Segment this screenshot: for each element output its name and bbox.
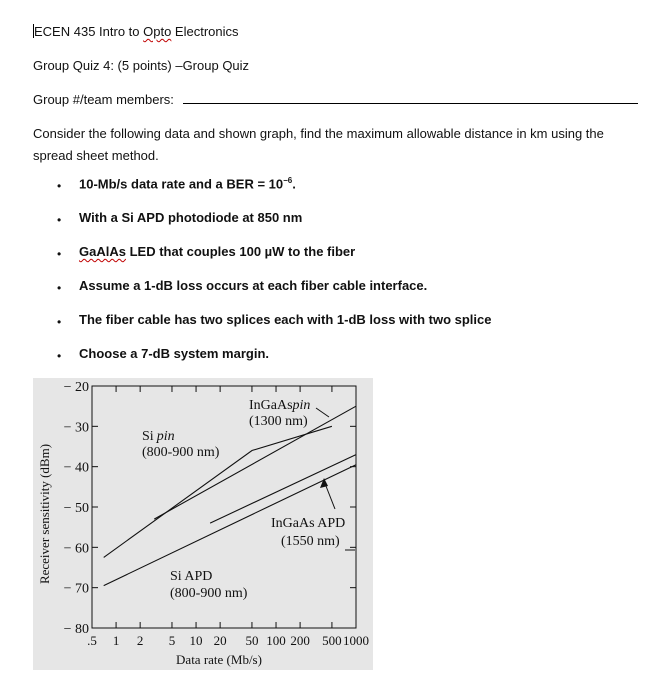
label-ingaas-pin-italic: pin: [292, 398, 311, 413]
x-tick-label: 2: [136, 633, 144, 648]
gaalas-word: GaAlAs: [79, 244, 126, 259]
x-tick-label: 10: [189, 633, 203, 648]
bullet-data-rate: 10-Mb/s data rate and a BER = 10: [79, 176, 284, 192]
x-tick-label: 5: [168, 633, 176, 648]
label-ingaas-pin: [249, 398, 310, 413]
ingaas-apd-pointer-arrowhead: [320, 478, 328, 488]
y-axis-label: Receiver sensitivity (dBm): [37, 443, 52, 585]
label-si-pin-main: Si: [142, 429, 154, 444]
team-members-blank[interactable]: [183, 103, 638, 104]
ber-exponent: −6: [283, 176, 293, 185]
x-tick-label: 500: [322, 633, 342, 648]
bullet-icon: •: [57, 315, 62, 329]
y-tick-label: − 20: [63, 380, 89, 395]
bullet-text: [79, 176, 296, 191]
y-tick-label: − 30: [63, 420, 89, 436]
label-si-pin-wavelength: (800-900 nm): [142, 445, 220, 460]
bullet-icon: •: [57, 247, 62, 261]
x-tick-label: 1000: [343, 633, 369, 648]
bullet-icon: •: [57, 179, 62, 193]
sensitivity-chart: [33, 378, 373, 670]
sensitivity-chart-figure: [33, 378, 373, 670]
y-tick-label: − 40: [63, 460, 89, 476]
x-tick-label: 200: [290, 633, 310, 648]
bullet-led-rest: LED that couples 100 µW to the fiber: [125, 244, 356, 259]
bullet-icon: •: [57, 281, 62, 295]
y-tick-label: − 50: [63, 501, 89, 516]
label-si-apd: Si APD: [170, 569, 213, 584]
bullet-icon: •: [57, 213, 62, 227]
x-tick-label: 100: [266, 633, 286, 648]
question-text: Consider the following data and shown graph, find the maximum allowable distance in km using the spread sheet method.: [33, 126, 604, 163]
x-axis-label: Data rate (Mb/s): [176, 652, 262, 667]
label-si-apd-wavelength: (800-900 nm): [170, 586, 248, 601]
course-title-suffix: Electronics: [171, 24, 239, 39]
label-ingaas-apd-wavelength: (1550 nm): [281, 534, 340, 549]
x-tick-label: .5: [87, 633, 97, 648]
bullet-icon: •: [57, 349, 62, 363]
x-tick-label: 50: [245, 633, 259, 648]
quiz-line: Group Quiz 4: (5 points) –Group Quiz: [33, 58, 250, 73]
y-tick-label: − 70: [63, 581, 89, 597]
label-ingaas-pin-wavelength: (1300 nm): [249, 414, 308, 429]
label-ingaas-apd: InGaAs APD: [271, 516, 346, 531]
bullet-text: Assume a 1-dB loss occurs at each fiber cable interface.: [79, 278, 428, 293]
label-ingaas-pin-main: InGaAs: [249, 398, 293, 413]
label-si-pin-italic: pin: [156, 429, 175, 444]
x-tick-label: 20: [213, 633, 227, 648]
bullet-end: .: [292, 176, 296, 192]
course-title-first-letter: E: [34, 24, 43, 39]
y-tick-label: − 80: [63, 622, 89, 637]
bullet-text: The fiber cable has two splices each with 1-dB loss with two splice: [79, 312, 492, 327]
course-title-prefix: CEN 435 Intro to: [42, 24, 144, 39]
bullet-text: Choose a 7-dB system margin.: [79, 346, 269, 361]
ingaas-pin-pointer: [316, 408, 329, 417]
bullet-text: With a Si APD photodiode at 850 nm: [79, 210, 303, 225]
course-title: [33, 24, 239, 39]
team-members-label: Group #/team members:: [33, 92, 174, 107]
bullet-text: [79, 244, 355, 259]
x-tick-label: 1: [112, 633, 120, 648]
y-tick-label: − 60: [63, 541, 89, 557]
course-title-opto: Opto: [143, 24, 172, 39]
label-si-pin: [142, 429, 175, 444]
